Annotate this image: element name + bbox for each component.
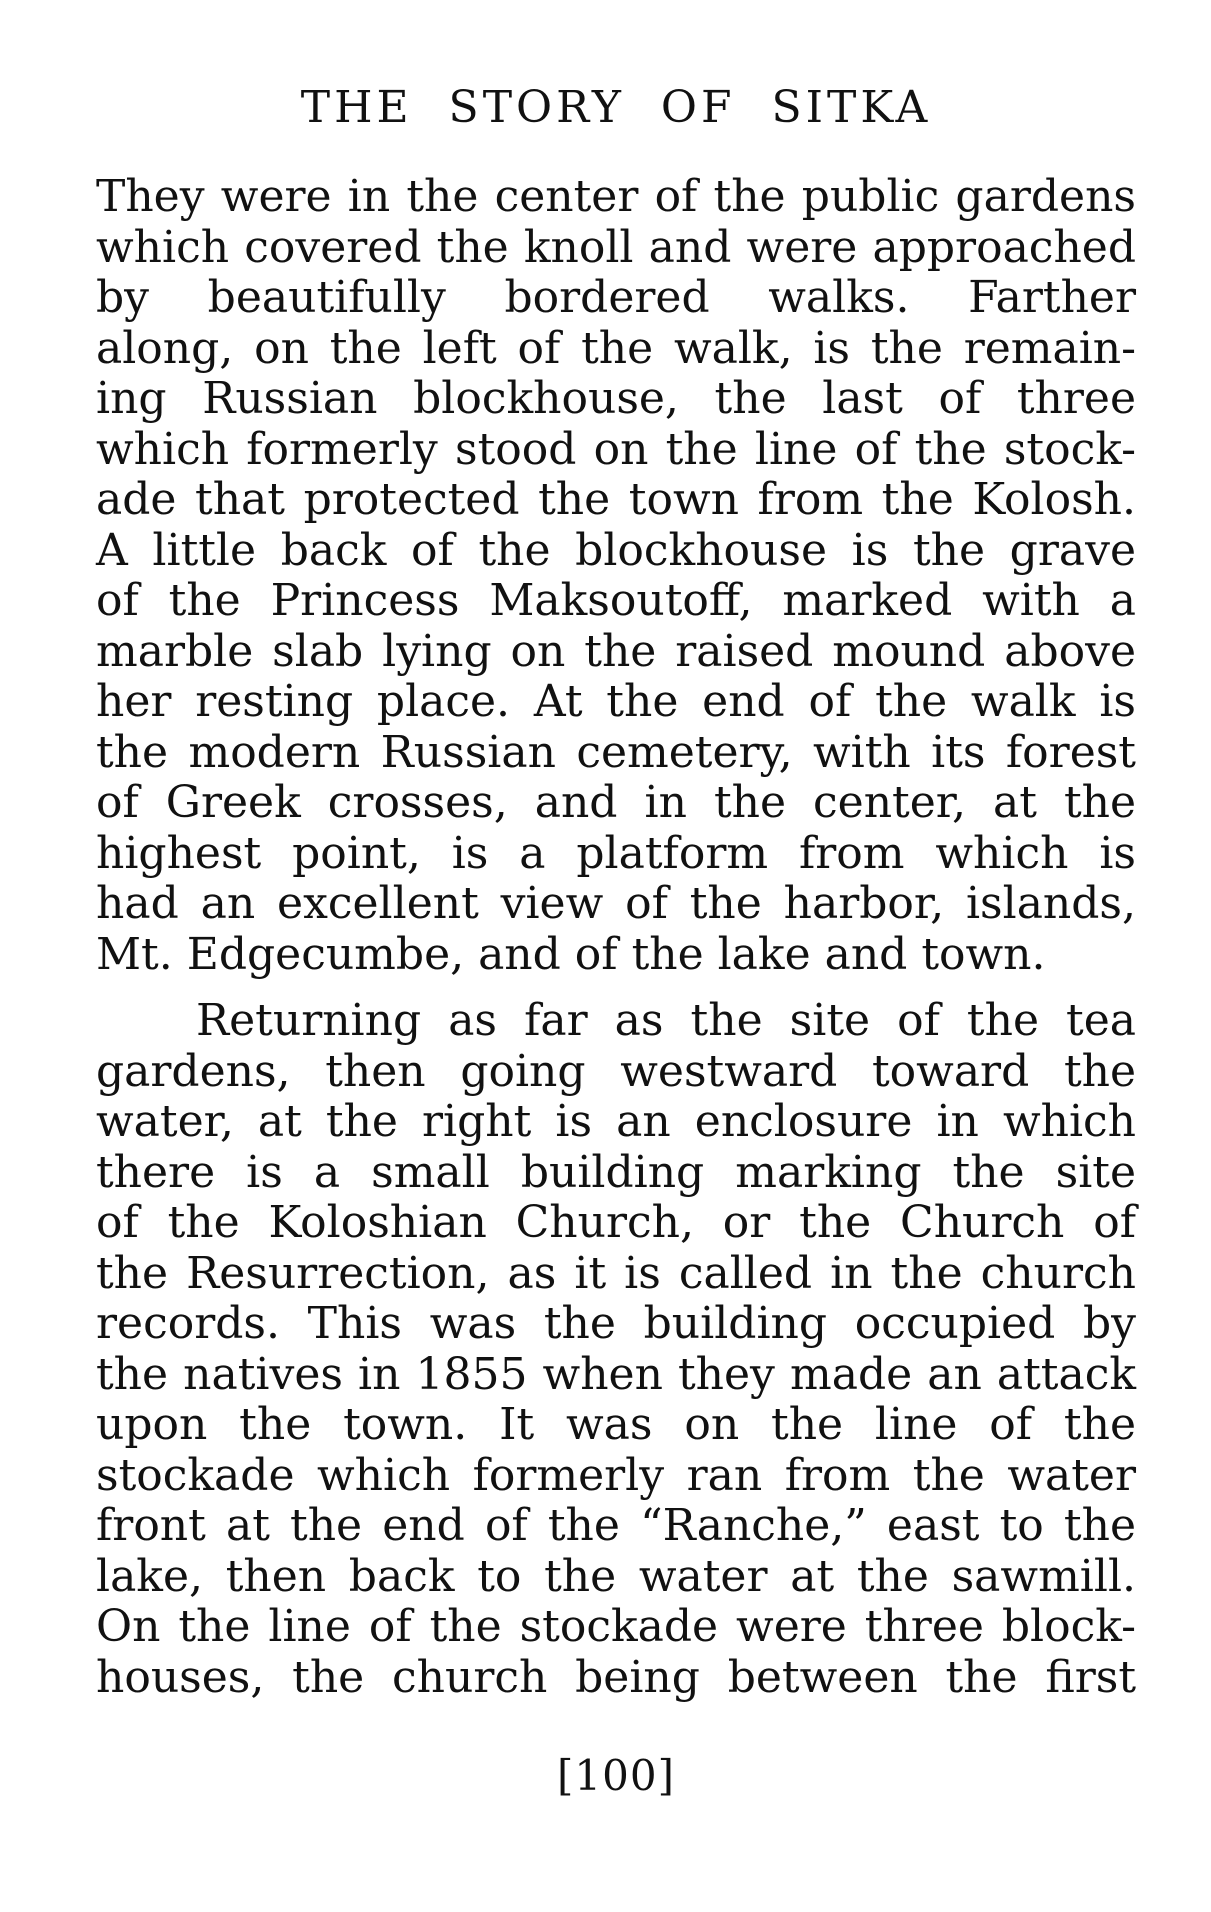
page-number: [100] xyxy=(557,1751,675,1800)
text-line: highest point, is a platform from which is xyxy=(96,827,1136,879)
book-page xyxy=(96,0,1136,1912)
text-line: upon the town. It was on the line of the xyxy=(96,1399,1136,1450)
text-line: the Resurrection, as it is called in the church xyxy=(96,1247,1136,1299)
text-line: Returning as far as the site of the tea xyxy=(196,995,1136,1046)
running-title: THE STORY OF SITKA xyxy=(300,82,932,133)
text-line: her resting place. At the end of the walk is xyxy=(96,676,1136,727)
text-line: marble slab lying on the raised mound above xyxy=(96,625,1136,677)
text-line: by beautifully bordered walks. Farther xyxy=(96,272,1136,323)
text-line: water, at the right is an enclosure in which xyxy=(96,1096,1136,1147)
text-line: of the Koloshian Church, or the Church of xyxy=(96,1197,1136,1248)
paragraph-1 xyxy=(96,172,1136,980)
text-line: along, on the left of the walk, is the remain- xyxy=(96,322,1136,374)
text-line: of the Princess Maksoutoff, marked with a xyxy=(96,575,1136,626)
text-line: there is a small building marking the site xyxy=(96,1146,1136,1198)
body-text xyxy=(96,172,1136,1703)
text-line: of Greek crosses, and in the center, at the xyxy=(96,777,1136,828)
text-line: They were in the center of the public gardens xyxy=(96,171,1136,222)
text-line: A little back of the blockhouse is the grave xyxy=(96,524,1136,576)
text-line: Mt. Edgecumbe, and of the lake and town. xyxy=(96,928,1046,980)
text-line: had an excellent view of the harbor, islands, xyxy=(96,878,1136,929)
text-line: ing Russian blockhouse, the last of three xyxy=(96,373,1136,424)
text-line: which covered the knoll and were approached xyxy=(96,221,1136,273)
text-line: stockade which formerly ran from the water xyxy=(96,1449,1136,1501)
text-line: On the line of the stockade were three block- xyxy=(96,1601,1136,1652)
paragraph-spacer xyxy=(96,980,1136,996)
text-line: front at the end of the “Ranche,” east to the xyxy=(96,1500,1136,1551)
text-line: houses, the church being between the first xyxy=(96,1651,1136,1703)
text-line: the natives in 1855 when they made an attack xyxy=(96,1348,1136,1400)
text-line: the modern Russian cemetery, with its forest xyxy=(96,726,1136,778)
text-line: ade that protected the town from the Kolosh. xyxy=(96,474,1136,525)
text-line: records. This was the building occupied by xyxy=(96,1298,1136,1349)
text-line: which formerly stood on the line of the stock- xyxy=(96,423,1136,475)
text-line: lake, then back to the water at the sawmill. xyxy=(96,1550,1136,1602)
paragraph-2 xyxy=(96,996,1136,1703)
text-line: gardens, then going westward toward the xyxy=(96,1045,1136,1097)
